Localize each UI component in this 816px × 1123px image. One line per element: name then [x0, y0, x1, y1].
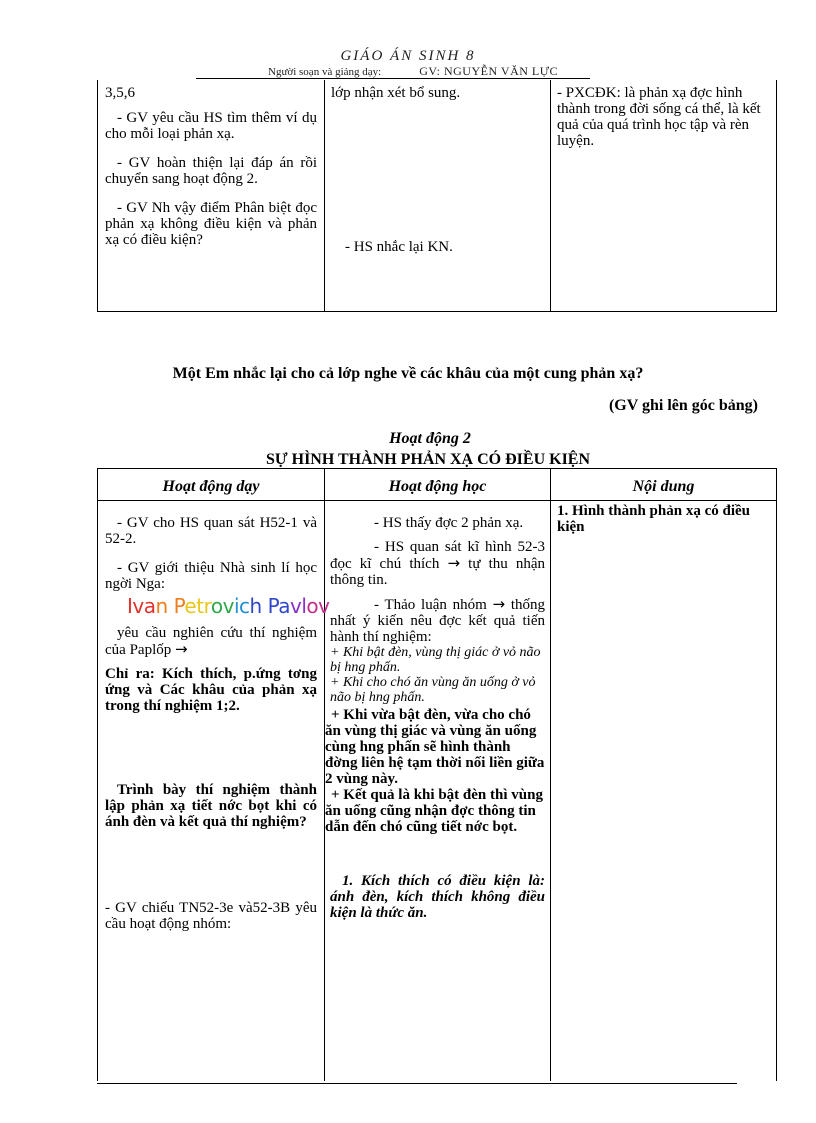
- learning-item: + Khi bật đèn, vùng thị giác ở vỏ não bị hng phấn.: [330, 645, 541, 675]
- activity-title: SỰ HÌNH THÀNH PHẢN XẠ CÓ ĐIỀU KIỆN: [265, 451, 591, 468]
- pavlov-letter: c: [239, 594, 250, 618]
- pavlov-letter: h: [249, 594, 262, 618]
- table1-col2: [331, 85, 543, 255]
- learning-item-text: - HS quan sát kĩ hình 52-3 đọc kĩ chú thích: [330, 539, 545, 572]
- arrow-icon: →: [447, 554, 461, 572]
- table1-col2-line: lớp nhận xét bổ sung.: [331, 85, 461, 101]
- pavlov-name: [127, 594, 330, 618]
- table1-col2-line: - HS nhắc lại KN.: [345, 239, 453, 255]
- author-name: GV: NGUYỄN VĂN LỰC: [419, 64, 559, 78]
- learning-item-text: thống nhất ý kiến nêu đợc kết quả tiến hành thí nghiệm:: [330, 597, 546, 645]
- header-content: Nội dung: [632, 478, 695, 495]
- pavlov-letter: o: [210, 594, 223, 618]
- teaching-item: Chỉ ra: Kích thích, p.ứng tơng ứng và Các khâu của phản xạ trong thí nghiệm 1;2.: [105, 666, 317, 714]
- question-text: Một Em nhắc lại cho cả lớp nghe về các khâu của một cung phản xạ?: [172, 365, 644, 382]
- header-underline: [196, 78, 590, 79]
- table1-col1-line: - GV hoàn thiện lại đáp án rồi chuyển sang hoạt động 2.: [105, 155, 317, 187]
- learning-item: [330, 596, 545, 645]
- pavlov-letter: v: [132, 594, 144, 618]
- pavlov-letter: P: [267, 594, 279, 618]
- pavlov-letter: r: [203, 594, 211, 618]
- pavlov-letter: a: [143, 594, 156, 618]
- document-header-title: GIÁO ÁN SINH 8: [340, 48, 476, 64]
- pavlov-letter: i: [233, 594, 240, 618]
- arrow-icon: →: [492, 595, 506, 613]
- document-header-subtitle: [268, 64, 558, 79]
- content-item: 1. Hình thành phản xạ có điều kiện: [557, 503, 750, 535]
- pavlov-wordart: [105, 594, 330, 618]
- pavlov-letter: l: [301, 594, 307, 618]
- pavlov-letter: n: [155, 594, 168, 618]
- board-note: (GV ghi lên góc bảng): [608, 397, 758, 414]
- table1-col1-line: - GV Nh vậy điểm Phân biệt đọc phản xạ không điều kiện và phản xạ có điều kiện?: [105, 200, 317, 248]
- learning-item: - HS thấy đợc 2 phản xạ.: [374, 515, 524, 531]
- pavlov-letter: v: [318, 594, 330, 618]
- learning-item-text: - Thảo luận nhóm: [374, 597, 487, 613]
- teaching-item: - GV cho HS quan sát H52-1 và 52-2.: [105, 515, 317, 547]
- arrow-icon: →: [174, 640, 188, 658]
- learning-item-text: tự thu nhận thông tin.: [330, 556, 546, 588]
- pavlov-letter: t: [196, 594, 204, 618]
- teaching-item: Trình bày thí nghiệm thành lập phản xạ tiết nớc bọt khi có ánh đèn và kết quả thí nghiệm?: [105, 782, 317, 830]
- pavlov-letter: v: [222, 594, 234, 618]
- teaching-item: - GV chiếu TN52-3e và52-3B yêu cầu hoạt động nhóm:: [105, 900, 317, 932]
- activity-label: Hoạt động 2: [389, 430, 471, 447]
- pavlov-letter: P: [173, 594, 185, 618]
- learning-item: + Khi vừa bật đèn, vừa cho chó ăn vùng thị giác và vùng ăn uống cùng hng phấn sẽ hình thành đờng liên hệ tạm thời nối liền giữa 2 vùng này.: [325, 707, 545, 787]
- pavlov-letter: I: [127, 594, 133, 618]
- pavlov-letter: a: [278, 594, 291, 618]
- pavlov-letter: o: [306, 594, 319, 618]
- header-learning: Hoạt động học: [388, 478, 487, 495]
- table1-col1-line: - GV yêu cầu HS tìm thêm ví dụ cho mỗi loại phản xạ.: [105, 110, 317, 142]
- pavlov-letter: v: [290, 594, 302, 618]
- teaching-column: [105, 515, 330, 932]
- teaching-item: [105, 625, 317, 658]
- table1-col3-line: - PXCĐK: là phản xạ đợc hình thành trong đời sống cá thể, là kết quả của quá trình học tập và rèn luyện.: [557, 85, 761, 149]
- table1-col1-line: 3,5,6: [105, 85, 135, 101]
- learning-column: [325, 515, 546, 921]
- table1-col3: [557, 85, 771, 149]
- learning-item: 1. Kích thích có điều kiện là: ánh đèn, kích thích không điều kiện là thức ăn.: [330, 873, 545, 921]
- teaching-item-text: yêu cầu nghiên cứu thí nghiệm của Paplốp: [105, 625, 317, 658]
- learning-item: [330, 539, 545, 588]
- learning-item: + Khi cho chó ăn vùng ăn uống ở vỏ não bị hng phấn.: [330, 675, 536, 705]
- pavlov-letter: e: [184, 594, 197, 618]
- teaching-item: - GV giới thiệu Nhà sinh lí học ngời Nga:: [105, 560, 317, 592]
- learning-item: + Kết quả là khi bật đèn thì vùng ăn uống cũng nhận đợc thông tin dẫn đến chó cũng tiết nớc bọt.: [325, 787, 543, 835]
- content-column: [557, 503, 773, 535]
- table1-col1: [105, 85, 317, 248]
- header-teaching: Hoạt động dạy: [162, 478, 260, 495]
- author-label: Người soạn và giảng dạy:: [268, 66, 382, 78]
